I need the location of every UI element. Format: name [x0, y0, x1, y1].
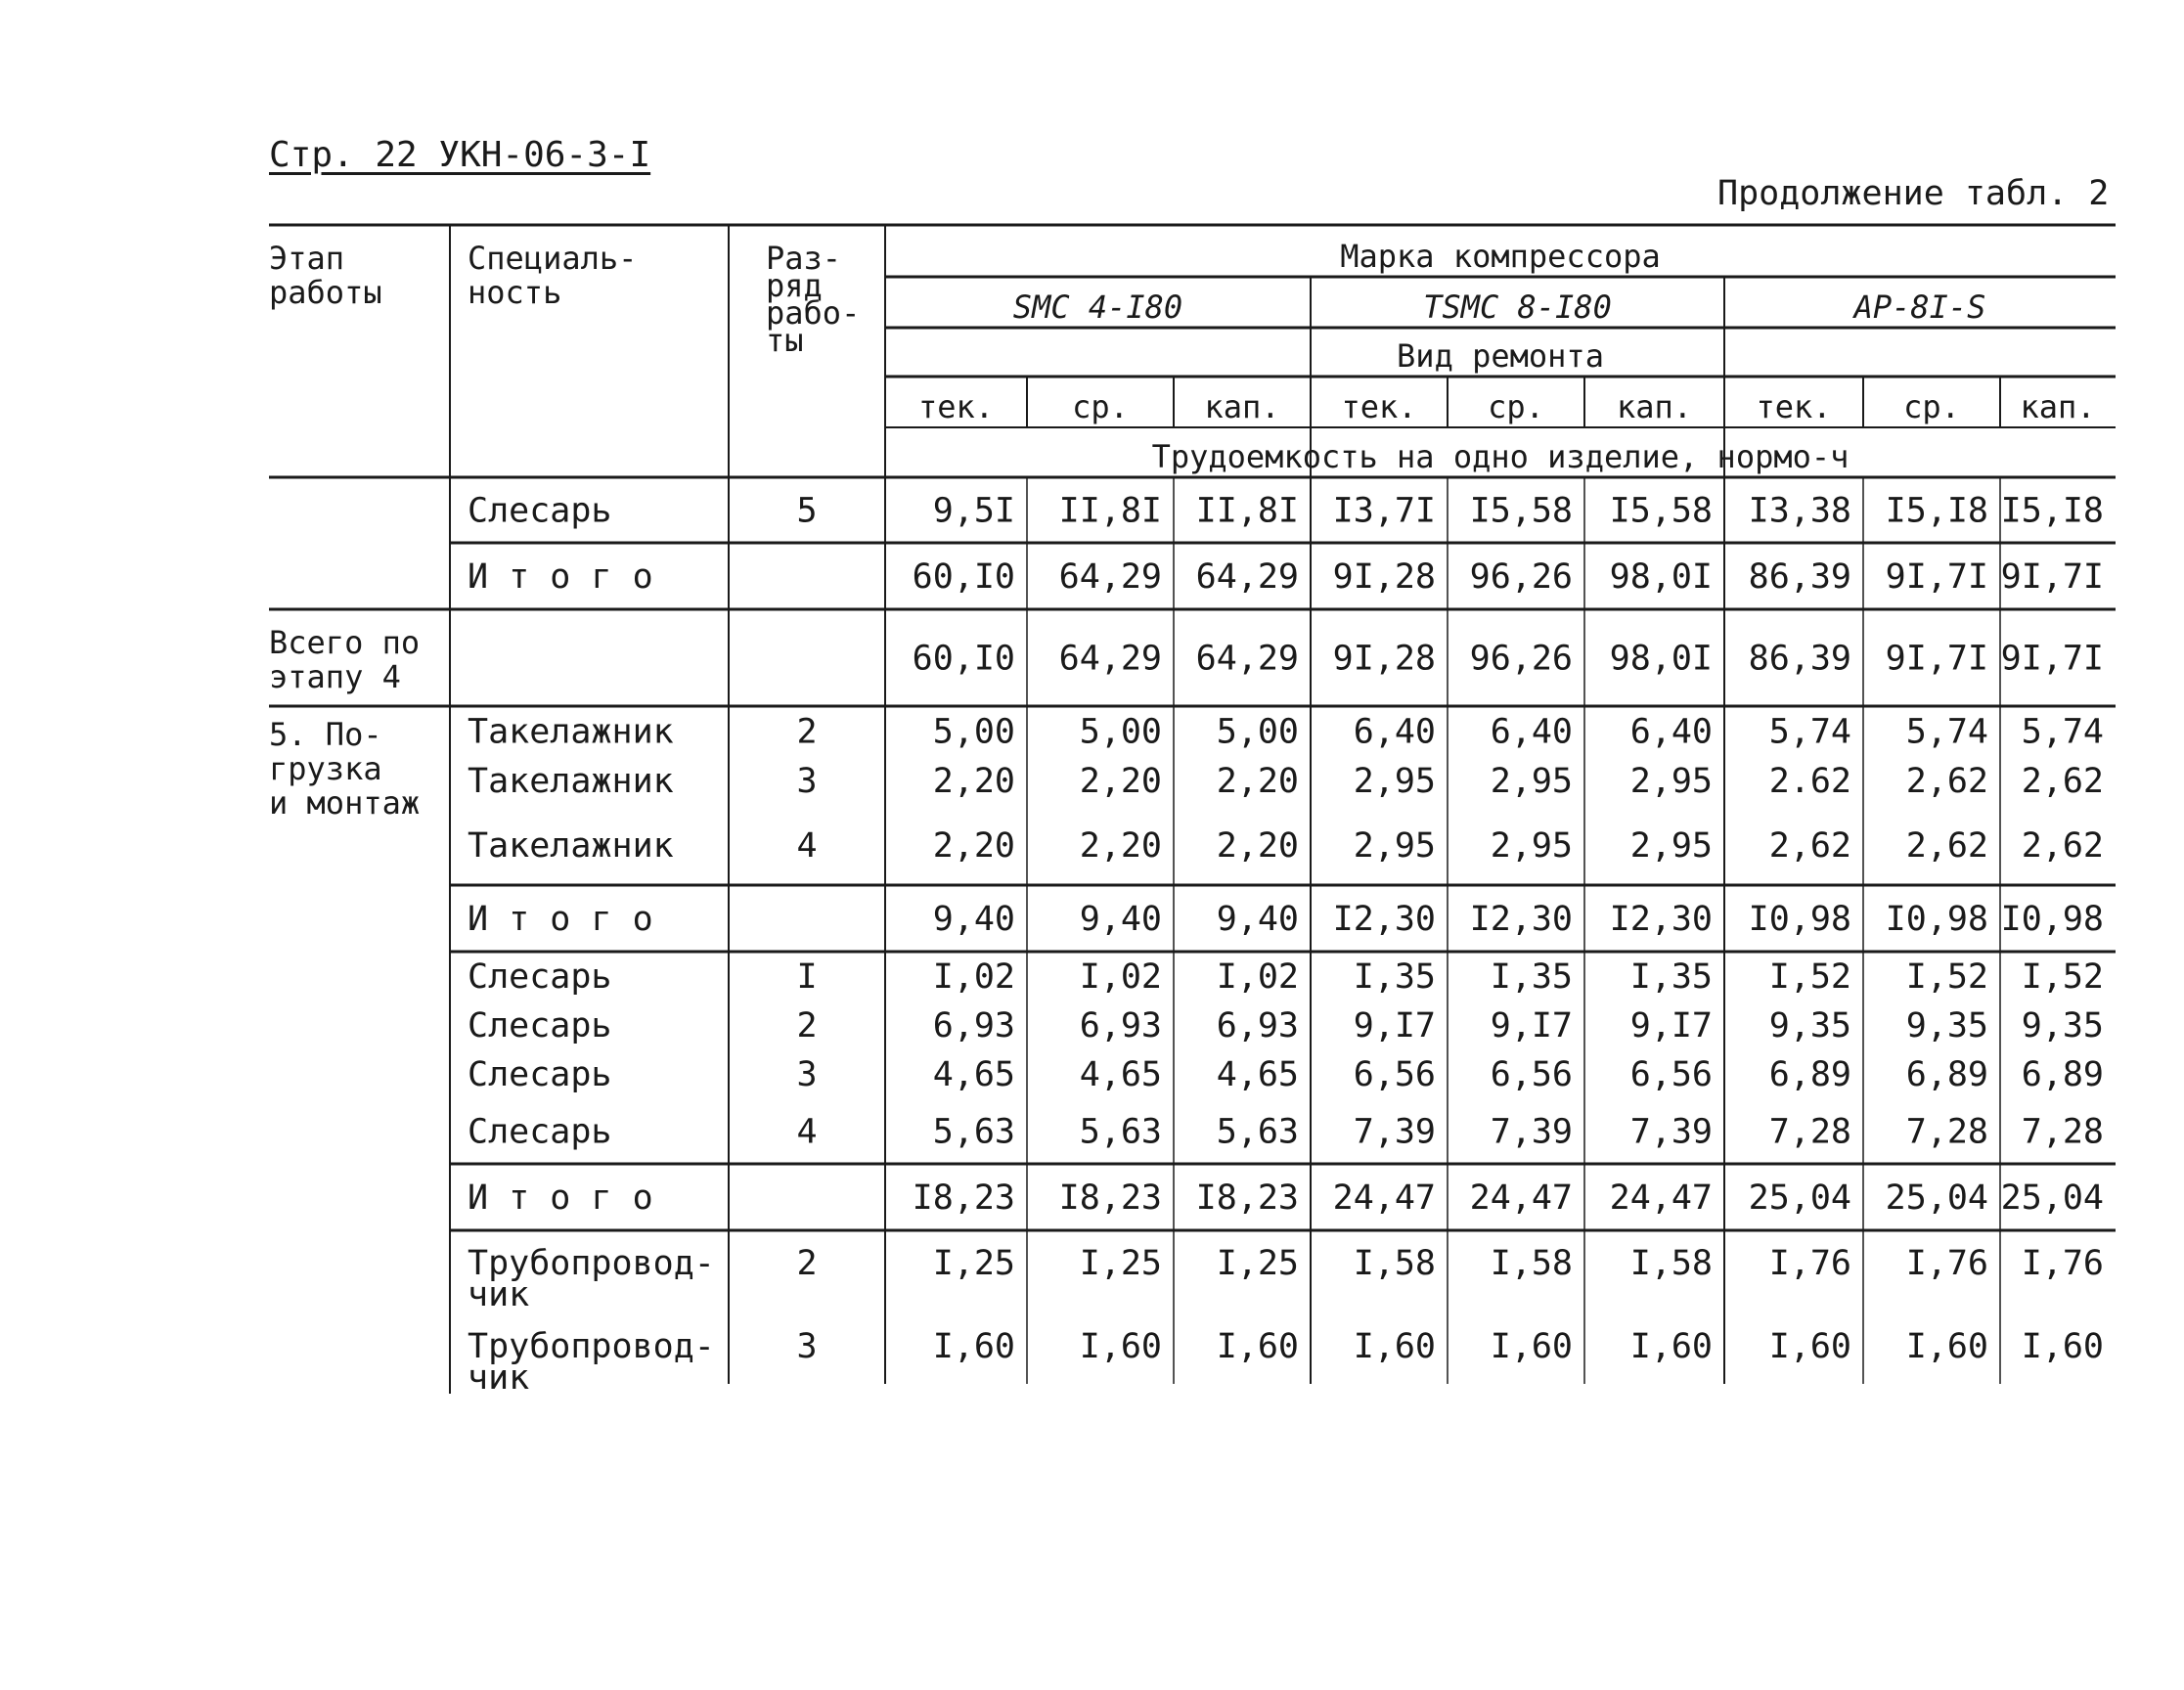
labor-value: I3,38	[1748, 491, 1851, 531]
grade-header: ряд	[766, 267, 823, 304]
labor-value: 64,29	[1195, 557, 1299, 597]
labor-value: 5,74	[1768, 712, 1851, 752]
labor-value: 5,74	[2021, 712, 2104, 752]
labor-value: 9,I7	[1353, 1006, 1436, 1045]
labor-value: 6,40	[1629, 712, 1713, 752]
labor-value: 6,40	[1353, 712, 1436, 752]
labor-value: 2,20	[932, 762, 1015, 801]
specialty-label: чик	[468, 1275, 530, 1314]
labor-value: I,02	[1216, 957, 1299, 997]
labor-value: I5,I8	[2000, 491, 2104, 531]
labor-value: 7,28	[2021, 1112, 2104, 1152]
labor-value: 9I,7I	[1885, 639, 1988, 679]
labor-value: I,60	[1629, 1327, 1713, 1366]
labor-value: 2,62	[2021, 826, 2104, 866]
labor-value: 2,62	[1905, 826, 1988, 866]
labor-value: I,60	[932, 1327, 1015, 1366]
labor-value: I5,I8	[1885, 491, 1988, 531]
labor-value: 7,39	[1629, 1112, 1713, 1152]
stage-label: Всего по	[269, 624, 421, 661]
labor-value: 6,56	[1629, 1055, 1713, 1094]
repair-header: ср.	[1903, 388, 1960, 425]
specialty-header: ность	[468, 274, 562, 311]
labor-value: I5,58	[1469, 491, 1573, 531]
labor-value: I,60	[1353, 1327, 1436, 1366]
stage-label: грузка	[269, 750, 382, 787]
labor-value: I,52	[1905, 957, 1988, 997]
labor-value: 6,93	[1079, 1006, 1162, 1045]
specialty-label: И т о г о	[468, 900, 653, 939]
page-reference: Стр. 22 УКН-06-3-I	[269, 135, 651, 175]
repair-header: ср.	[1488, 388, 1544, 425]
grade-value: 2	[796, 1244, 818, 1283]
labor-value: 2,95	[1629, 826, 1713, 866]
labor-value: 96,26	[1469, 557, 1573, 597]
labor-value: 9,40	[1216, 900, 1299, 939]
labor-value: I,25	[932, 1244, 1015, 1283]
labor-value: 9I,28	[1332, 557, 1436, 597]
labor-value: 5,63	[1216, 1112, 1299, 1152]
grade-value: 5	[796, 491, 818, 531]
grade-value: 2	[796, 712, 818, 752]
labor-value: I,76	[2021, 1244, 2104, 1283]
specialty-label: Слесарь	[468, 1006, 612, 1045]
specialty-label: И т о г о	[468, 557, 653, 597]
labor-value: 64,29	[1058, 557, 1162, 597]
labor-value: I,58	[1490, 1244, 1573, 1283]
labor-value: 60,I0	[912, 639, 1015, 679]
labor-value: 2,20	[932, 826, 1015, 866]
repair-header: тек.	[917, 388, 995, 425]
repair-header: тек.	[1756, 388, 1832, 425]
labor-value: 9,I7	[1490, 1006, 1573, 1045]
repair-type-header: Вид ремонта	[1397, 337, 1604, 375]
labor-value: 64,29	[1058, 639, 1162, 679]
model-header: AP-8I-S	[1853, 289, 1986, 326]
labor-value: I0,98	[1885, 900, 1988, 939]
labor-value: 6,56	[1353, 1055, 1436, 1094]
labor-value: I,60	[1768, 1327, 1851, 1366]
labor-value: I,58	[1629, 1244, 1713, 1283]
labor-value: I0,98	[2000, 900, 2104, 939]
labor-value: 2,62	[1768, 826, 1851, 866]
labor-value: 5,63	[932, 1112, 1015, 1152]
labor-value: 4,65	[932, 1055, 1015, 1094]
labor-value: 2,95	[1353, 762, 1436, 801]
grade-value: 4	[796, 826, 818, 866]
labor-value: 5,00	[1079, 712, 1162, 752]
specialty-label: Трубопровод-	[468, 1244, 715, 1283]
labor-value: 9I,7I	[1885, 557, 1988, 597]
labor-value: 98,0I	[1609, 557, 1713, 597]
labor-header: Трудоемкость на одно изделие, нормо-ч	[1151, 438, 1850, 475]
labor-value: 7,39	[1490, 1112, 1573, 1152]
labor-value: 9,35	[2021, 1006, 2104, 1045]
stage-header: работы	[269, 274, 382, 311]
labor-value: 96,26	[1469, 639, 1573, 679]
labor-value: 2,95	[1353, 826, 1436, 866]
labor-value: 2,20	[1216, 826, 1299, 866]
table-continuation-label: Продолжение табл. 2	[1717, 174, 2110, 213]
specialty-label: Такелажник	[468, 826, 674, 866]
labor-value: I8,23	[912, 1179, 1015, 1218]
labor-value: 64,29	[1195, 639, 1299, 679]
specialty-header: Специаль-	[468, 240, 638, 277]
labor-value: 98,0I	[1609, 639, 1713, 679]
labor-value: 2.62	[1768, 762, 1851, 801]
labor-value: I,60	[1216, 1327, 1299, 1366]
labor-value: I,02	[932, 957, 1015, 997]
labor-value: 24,47	[1609, 1179, 1713, 1218]
labor-value: 9,5I	[932, 491, 1015, 531]
labor-value: 2,95	[1490, 762, 1573, 801]
specialty-label: Слесарь	[468, 1055, 612, 1094]
stage-header: Этап	[269, 240, 345, 277]
repair-header: кап.	[1616, 388, 1693, 425]
labor-value: 9,I7	[1629, 1006, 1713, 1045]
labor-value: I,25	[1079, 1244, 1162, 1283]
grade-value: 2	[796, 1006, 818, 1045]
model-header: SMC 4-I80	[1012, 289, 1183, 326]
labor-value: 9I,7I	[2000, 639, 2104, 679]
labor-value: 5,00	[932, 712, 1015, 752]
labor-value: 5,00	[1216, 712, 1299, 752]
labor-value: 86,39	[1748, 557, 1851, 597]
labor-value: 60,I0	[912, 557, 1015, 597]
grade-header: Раз-	[766, 240, 842, 277]
labor-value: 6,56	[1490, 1055, 1573, 1094]
labor-value: 2,62	[1905, 762, 1988, 801]
labor-value: I8,23	[1058, 1179, 1162, 1218]
labor-value: I0,98	[1748, 900, 1851, 939]
labor-value: I,60	[1079, 1327, 1162, 1366]
stage-label: 5. По-	[269, 716, 382, 753]
table-grid	[269, 225, 2116, 1394]
specialty-label: чик	[468, 1358, 530, 1398]
labor-value: I,76	[1768, 1244, 1851, 1283]
labor-value: 9,40	[1079, 900, 1162, 939]
labor-value: 2,20	[1216, 762, 1299, 801]
labor-value: I2,30	[1332, 900, 1436, 939]
stage-label: этапу 4	[269, 658, 401, 695]
labor-value: 25,04	[1748, 1179, 1851, 1218]
labor-value: I,35	[1490, 957, 1573, 997]
labor-value: 6,40	[1490, 712, 1573, 752]
labor-value: 9I,7I	[2000, 557, 2104, 597]
labor-value: I2,30	[1469, 900, 1573, 939]
labor-value: 9I,28	[1332, 639, 1436, 679]
model-header: TSMC 8-I80	[1423, 289, 1612, 326]
repair-header: кап.	[1204, 388, 1280, 425]
labor-value: 7,28	[1905, 1112, 1988, 1152]
labor-value: 2,62	[2021, 762, 2104, 801]
specialty-label: Слесарь	[468, 957, 612, 997]
labor-value: 5,74	[1905, 712, 1988, 752]
labor-value: I3,7I	[1332, 491, 1436, 531]
labor-value: 86,39	[1748, 639, 1851, 679]
specialty-label: И т о г о	[468, 1179, 653, 1218]
labor-value: 6,89	[2021, 1055, 2104, 1094]
labor-value: 4,65	[1216, 1055, 1299, 1094]
labor-value: 25,04	[1885, 1179, 1988, 1218]
labor-value: I8,23	[1195, 1179, 1299, 1218]
labor-value: 4,65	[1079, 1055, 1162, 1094]
labor-value: I,25	[1216, 1244, 1299, 1283]
labor-value: 5,63	[1079, 1112, 1162, 1152]
labor-value: I,60	[1905, 1327, 1988, 1366]
labor-value: 2,95	[1629, 762, 1713, 801]
labor-value: 25,04	[2000, 1179, 2104, 1218]
labor-value: II,8I	[1058, 491, 1162, 531]
labor-value: 9,40	[932, 900, 1015, 939]
specialty-label: Такелажник	[468, 762, 674, 801]
labor-value: 6,93	[1216, 1006, 1299, 1045]
labor-value: 24,47	[1469, 1179, 1573, 1218]
repair-header: ср.	[1072, 388, 1129, 425]
labor-value: I,76	[1905, 1244, 1988, 1283]
grade-header: ты	[766, 322, 804, 359]
specialty-label: Такелажник	[468, 712, 674, 752]
labor-value: I,60	[2021, 1327, 2104, 1366]
labor-value: 2,20	[1079, 826, 1162, 866]
repair-header: кап.	[2020, 388, 2096, 425]
labor-value: 6,89	[1768, 1055, 1851, 1094]
grade-value: I	[796, 957, 818, 997]
labor-value: I,58	[1353, 1244, 1436, 1283]
labor-value: 7,39	[1353, 1112, 1436, 1152]
labor-value: 6,93	[932, 1006, 1015, 1045]
labor-value: I,35	[1629, 957, 1713, 997]
labor-value: 2,20	[1079, 762, 1162, 801]
grade-value: 3	[796, 762, 818, 801]
labor-value: 7,28	[1768, 1112, 1851, 1152]
labor-value: I,52	[2021, 957, 2104, 997]
labor-value: 2,95	[1490, 826, 1573, 866]
repair-header: тек.	[1341, 388, 1417, 425]
specialty-label: Трубопровод-	[468, 1327, 715, 1366]
table-cells	[269, 238, 2104, 1398]
labor-value: I,35	[1353, 957, 1436, 997]
labor-value: I,02	[1079, 957, 1162, 997]
labor-value: I,52	[1768, 957, 1851, 997]
grade-value: 3	[796, 1327, 818, 1366]
labor-value: 6,89	[1905, 1055, 1988, 1094]
labor-value: 24,47	[1332, 1179, 1436, 1218]
specialty-label: Слесарь	[468, 491, 612, 531]
labor-value: 9,35	[1905, 1006, 1988, 1045]
labor-value: II,8I	[1195, 491, 1299, 531]
labor-value: I,60	[1490, 1327, 1573, 1366]
grade-value: 3	[796, 1055, 818, 1094]
specialty-label: Слесарь	[468, 1112, 612, 1152]
labor-value: 9,35	[1768, 1006, 1851, 1045]
brand-header: Марка компрессора	[1340, 238, 1661, 275]
stage-label: и монтаж	[269, 784, 421, 822]
labor-value: I5,58	[1609, 491, 1713, 531]
labor-value: I2,30	[1609, 900, 1713, 939]
grade-header: рабо-	[766, 294, 861, 332]
grade-value: 4	[796, 1112, 818, 1152]
